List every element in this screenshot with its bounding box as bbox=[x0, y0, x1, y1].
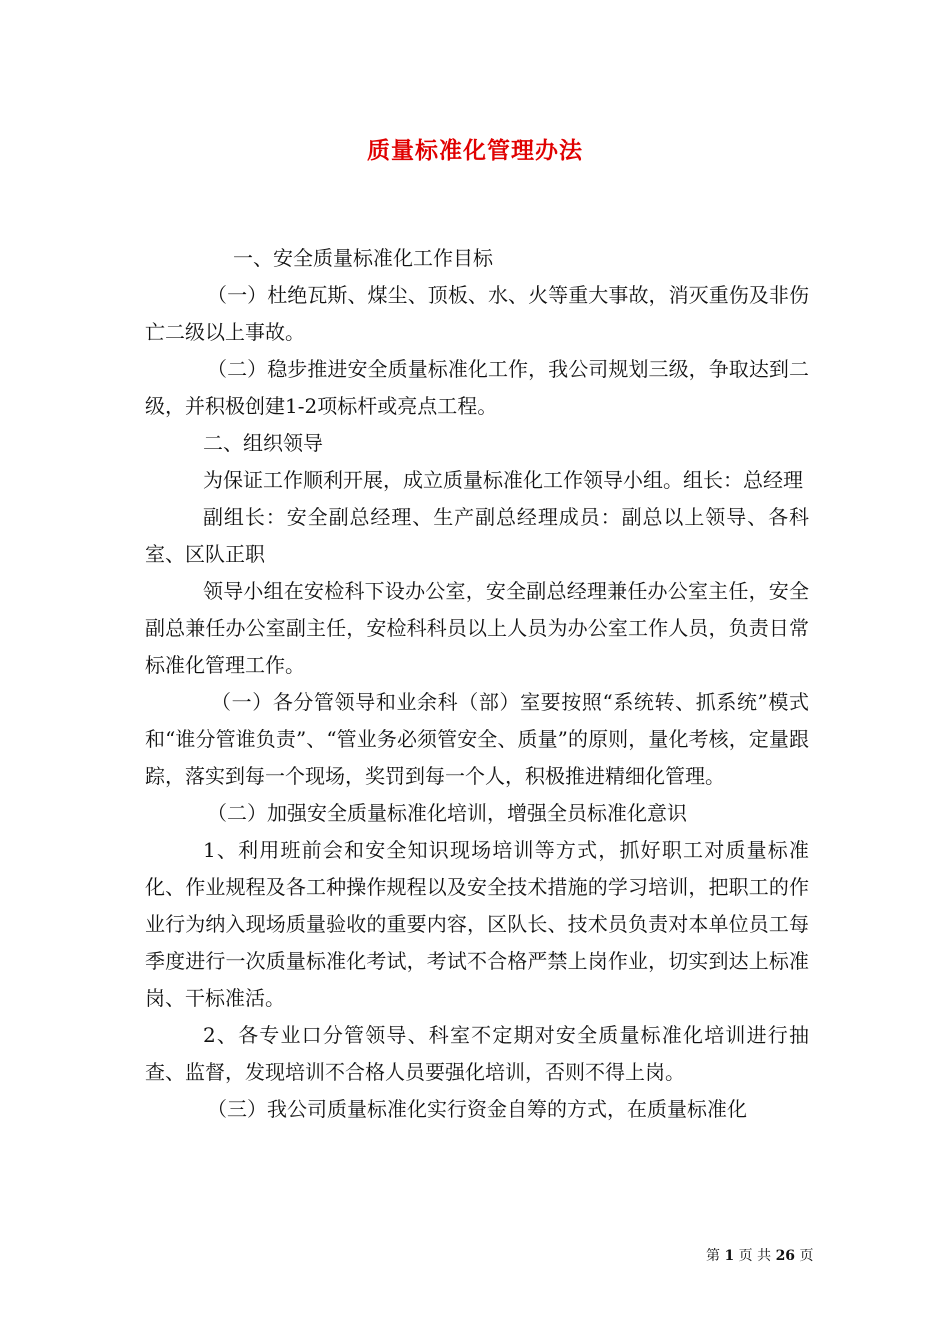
paragraph-goal-2: （二）稳步推进安全质量标准化工作，我公司规划三级，争取达到二级，并积极创建1-2项标杆或亮点工程。 bbox=[145, 357, 809, 418]
document-title: 质量标准化管理办法 bbox=[367, 137, 583, 164]
paragraph-goal-1: （一）杜绝瓦斯、煤尘、顶板、水、火等重大事故，消灭重伤及非伤亡二级以上事故。 bbox=[145, 283, 809, 344]
footer-total-pages: 26 bbox=[775, 1248, 796, 1264]
footer-current-page: 1 bbox=[724, 1248, 735, 1264]
footer-middle: 页 共 bbox=[738, 1248, 772, 1264]
paragraph-funding: （三）我公司质量标准化实行资金自筹的方式，在质量标准化 bbox=[207, 1097, 747, 1121]
paragraph-training-heading: （二）加强安全质量标准化培训，增强全员标准化意识 bbox=[207, 801, 687, 825]
page-number-footer bbox=[706, 1245, 814, 1265]
document-body bbox=[145, 240, 809, 1128]
paragraph-training-2: 2、各专业口分管领导、科室不定期对安全质量标准化培训进行抽查、监督，发现培训不合格人员要强化培训，否则不得上岗。 bbox=[145, 1023, 809, 1084]
section-heading-goals: 一、安全质量标准化工作目标 bbox=[233, 246, 493, 270]
paragraph-training-1: 1、利用班前会和安全知识现场培训等方式，抓好职工对质量标准化、作业规程及各工种操作规程以及安全技术措施的学习培训，把职工的作业行为纳入现场质量验收的重要内容，区队长、技术员负责对本单位员工每季度进行一次质量标准化考试，考试不合格严禁上岗作业，切实到达上标准岗、干标准活。 bbox=[145, 838, 809, 1010]
paragraph-office: 领导小组在安检科下设办公室，安全副总经理兼任办公室主任，安全副总兼任办公室副主任，安检科科员以上人员为办公室工作人员，负责日常标准化管理工作。 bbox=[145, 579, 809, 677]
footer-prefix: 第 bbox=[706, 1248, 720, 1264]
section-heading-leadership: 二、组织领导 bbox=[203, 431, 323, 455]
footer-suffix: 页 bbox=[799, 1248, 814, 1264]
paragraph-deputy-leader: 副组长：安全副总经理、生产副总经理成员：副总以上领导、各科室、区队正职 bbox=[145, 505, 809, 566]
paragraph-leader-group: 为保证工作顺利开展，成立质量标准化工作领导小组。组长：总经理 bbox=[203, 468, 803, 492]
paragraph-management-1: （一）各分管领导和业余科（部）室要按照“系统转、抓系统”模式和“谁分管谁负责”、“管业务必须管安全、质量”的原则，量化考核，定量跟踪，落实到每一个现场，奖罚到每一个人，积极推进精细化管理。 bbox=[145, 690, 809, 788]
